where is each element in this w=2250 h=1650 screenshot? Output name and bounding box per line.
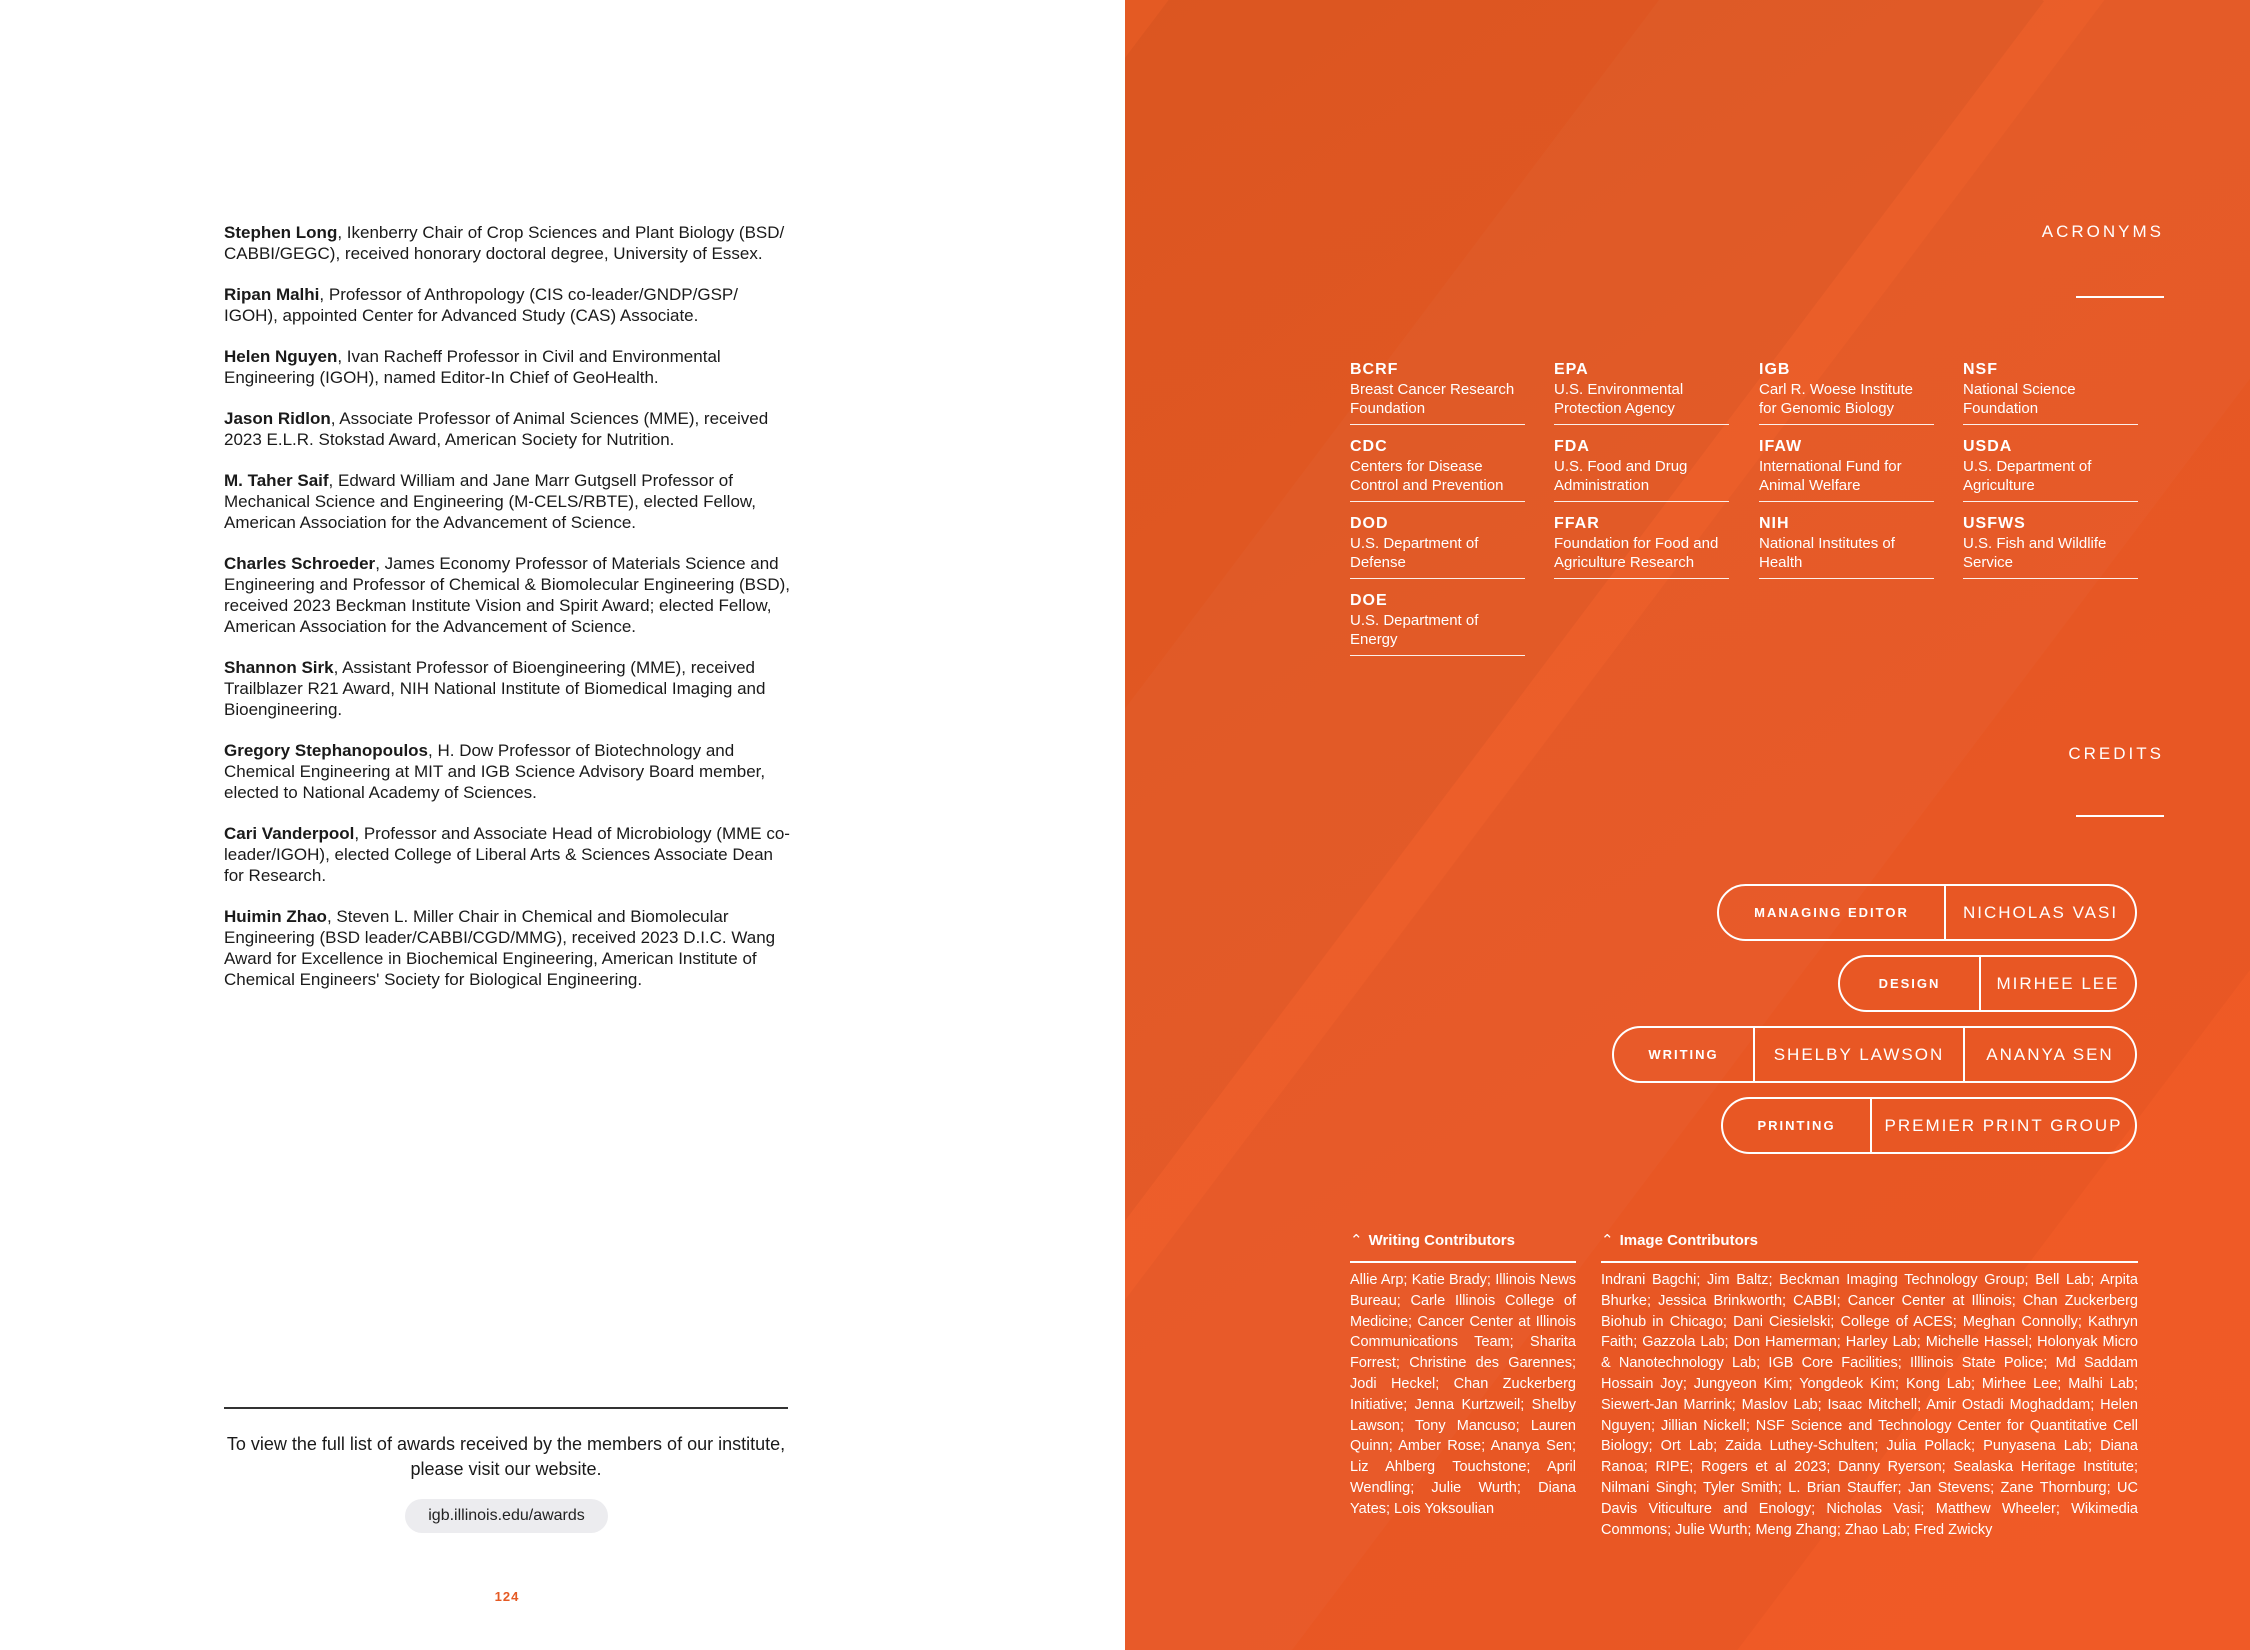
acronym-item: [1554, 512, 1729, 579]
acronym-item: [1350, 589, 1525, 656]
acronym-name: U.S. Fish and Wildlife Service: [1963, 535, 2107, 571]
credit-role: MANAGING EDITOR: [1754, 905, 1909, 920]
acronym-item: [1759, 512, 1934, 579]
acronym-abbr: IGB: [1759, 361, 1791, 378]
acronym-abbr: BCRF: [1350, 361, 1399, 378]
image-contributors-rule: [1601, 1261, 2138, 1263]
credit-design: [1838, 955, 2137, 1012]
credit-role: DESIGN: [1878, 976, 1941, 991]
credit-name: MIRHEE LEE: [1979, 957, 2135, 1010]
award-name: Helen Nguyen: [224, 347, 338, 366]
award-name: Shannon Sirk: [224, 658, 334, 677]
acronym-item: [1350, 358, 1525, 425]
award-name: Charles Schroeder: [224, 554, 376, 573]
award-name: Gregory Stephanopoulos: [224, 741, 429, 760]
writing-contributors-text: Allie Arp; Katie Brady; Illinois News Bureau; Carle Illinois College of Medicine; Cancer Center at Illinois Communications Team; Sharita Forrest; Christine des Garennes; Jodi Heckel; Chan Zuckerberg Initiative; Jenna Kurtzweil; Shelby Lawson; Tony Mancuso; Lauren Quinn; Amber Rose; Ananya Sen; Liz Ahlberg Touchstone; April Wendling; Julie Wurth; Diana Yates; Lois Yoksoulian: [1350, 1272, 1576, 1517]
image-contributors-heading: [1601, 1231, 1758, 1249]
writing-contributors-heading: [1350, 1231, 1515, 1249]
acronym-item: [1759, 358, 1934, 425]
award-entry: [224, 346, 790, 388]
acronym-column: [1759, 358, 1934, 589]
visit-website-text: To view the full list of awards received by the members of our institute, please visit our website.: [226, 1434, 786, 1479]
award-entry: [224, 906, 790, 990]
credit-name: PREMIER PRINT GROUP: [1870, 1099, 2135, 1152]
credits-rule: [2076, 815, 2164, 817]
acronym-abbr: DOD: [1350, 515, 1389, 532]
award-name: Cari Vanderpool: [224, 824, 355, 843]
credit-name: ANANYA SEN: [1963, 1028, 2135, 1081]
page-number: 124: [494, 1589, 520, 1604]
acronyms-rule: [2076, 296, 2164, 298]
acronym-name: Carl R. Woese Institute for Genomic Biology: [1759, 381, 1913, 417]
award-entry: [224, 408, 790, 450]
acronym-column: [1350, 358, 1525, 666]
acronym-abbr: USDA: [1963, 438, 2013, 455]
credit-writing: [1612, 1026, 2137, 1083]
award-entry: [224, 823, 790, 886]
divider-rule: [224, 1407, 788, 1409]
chevron-up-icon: ⌃: [1601, 1232, 1614, 1249]
chevron-up-icon: ⌃: [1350, 1232, 1363, 1249]
acronym-abbr: FFAR: [1554, 515, 1600, 532]
acronym-item: [1554, 358, 1729, 425]
award-text: , Assistant Professor of Bioengineering (MME), received Trailblazer R21 Award, NIH National Institute of Biomedical Imaging and Bioengineering.: [224, 658, 766, 719]
acronym-item: [1963, 512, 2138, 579]
credit-name: SHELBY LAWSON: [1753, 1028, 1963, 1081]
acronym-abbr: IFAW: [1759, 438, 1803, 455]
acronym-item: [1554, 435, 1729, 502]
award-entry: [224, 740, 790, 803]
award-text: , Professor and Associate Head of Microbiology (MME co-leader/IGOH), elected College of Liberal Arts & Sciences Associate Dean for Research.: [224, 824, 790, 885]
award-name: Huimin Zhao: [224, 907, 327, 926]
acronym-item: [1963, 435, 2138, 502]
acronym-abbr: EPA: [1554, 361, 1589, 378]
award-name: Stephen Long: [224, 223, 338, 242]
acronym-abbr: NSF: [1963, 361, 1998, 378]
award-text: , Associate Professor of Animal Sciences (MME), received 2023 E.L.R. Stokstad Award, American Society for Nutrition.: [224, 409, 769, 449]
right-page: [1125, 0, 2250, 1650]
acronym-column: [1554, 358, 1729, 589]
credit-role: WRITING: [1648, 1047, 1719, 1062]
awards-url-link[interactable]: igb.illinois.edu/awards: [405, 1499, 608, 1533]
writing-contributors-label: Writing Contributors: [1368, 1232, 1515, 1249]
writing-contributors-rule: [1350, 1261, 1576, 1263]
award-text: , Steven L. Miller Chair in Chemical and Biomolecular Engineering (BSD leader/CABBI/CGD/MMG), received 2023 D.I.C. Wang Award for Excellence in Biochemical Engineering, American Institute of Chemical Engineers' Society for Biological Engineering.: [224, 907, 776, 989]
credits-title: CREDITS: [2068, 744, 2164, 763]
acronym-name: Breast Cancer Research Foundation: [1350, 381, 1515, 417]
acronym-abbr: USFWS: [1963, 515, 2026, 532]
award-name: Jason Ridlon: [224, 409, 331, 428]
award-text: , Professor of Anthropology (CIS co-leader/GNDP/GSP/ IGOH), appointed Center for Advanced Study (CAS) Associate.: [224, 285, 738, 325]
credit-name: NICHOLAS VASI: [1944, 886, 2135, 939]
award-text: , Ivan Racheff Professor in Civil and Environmental Engineering (IGOH), named Editor-In Chief of GeoHealth.: [224, 347, 721, 387]
award-entry: [224, 657, 790, 720]
acronyms-title: ACRONYMS: [2041, 222, 2164, 241]
award-entry: [224, 284, 790, 326]
acronym-name: U.S. Department of Agriculture: [1963, 458, 2092, 494]
acronym-name: National Institutes of Health: [1759, 535, 1895, 571]
acronym-item: [1759, 435, 1934, 502]
acronym-name: International Fund for Animal Welfare: [1759, 458, 1902, 494]
acronym-item: [1350, 512, 1525, 579]
award-entry: [224, 470, 790, 533]
award-name: Ripan Malhi: [224, 285, 320, 304]
acronym-column: [1963, 358, 2138, 589]
acronym-name: U.S. Department of Defense: [1350, 535, 1479, 571]
award-entry: [224, 222, 790, 264]
acronym-item: [1963, 358, 2138, 425]
awards-list: [224, 222, 790, 1010]
award-entry: [224, 553, 790, 637]
acronym-name: Centers for Disease Control and Prevention: [1350, 458, 1504, 494]
award-text: , James Economy Professor of Materials Science and Engineering and Professor of Chemical & Biomolecular Engineering (BSD), received 2023 Beckman Institute Vision and Spirit Award; elected Fellow, American Association for the Advancement of Science.: [224, 554, 791, 636]
award-text: , Edward William and Jane Marr Gutgsell Professor of Mechanical Science and Engineering (M-CELS/RBTE), elected Fellow, American Association for the Advancement of Science.: [224, 471, 756, 532]
acronym-abbr: DOE: [1350, 592, 1388, 609]
award-text: , H. Dow Professor of Biotechnology and Chemical Engineering at MIT and IGB Science Advisory Board member, elected to National Academy of Sciences.: [224, 741, 766, 802]
image-contributors-text: Indrani Bagchi; Jim Baltz; Beckman Imaging Technology Group; Bell Lab; Arpita Bhurke; Jessica Brinkworth; CABBI; Cancer Center at Illinois; Chan Zuckerberg Biohub in Chicago; Dani Ciesielski; College of ACES; Meghan Connolly; Kathryn Faith; Gazzola Lab; Don Hamerman; Harley Lab; Michelle Hassel; Holonyak Micro & Nanotechnology Lab; IGB Core Facilities; Illlinois State Police; Md Saddam Hossain Joy; Jungyeon Kim; Yongdeok Kim; Kong Lab; Mirhee Lee; Malhi Lab; Siewert-Jan Marrink; Maslov Lab; Isaac Mitchell; Amir Ostadi Moghaddam; Helen Nguyen; Jillian Nickell; NSF Science and Technology Center for Quantitative Cell Biology; Ort Lab; Zaida Luthey-Schulten; Julia Pollack; Punyasena Lab; Diana Ranoa; RIPE; Rogers et al 2023; Danny Ryerson; Sealaska Heritage Institute; Nilmani Singh; Tyler Smith; L. Brian Stauffer; Jan Stevens; Zane Thornburg; UC Davis Viticulture and Enology; Nicholas Vasi; Matthew Wheeler; Wikimedia Commons; Julie Wurth; Meng Zhang; Zhao Lab; Fred Zwicky: [1601, 1272, 2138, 1538]
credit-role: PRINTING: [1757, 1118, 1836, 1133]
acronym-abbr: NIH: [1759, 515, 1790, 532]
acronym-name: U.S. Department of Energy: [1350, 612, 1479, 648]
credit-printing: [1721, 1097, 2137, 1154]
acronym-name: Foundation for Food and Agriculture Research: [1554, 535, 1719, 571]
image-contributors-label: Image Contributors: [1619, 1232, 1758, 1249]
credit-managing-editor: [1717, 884, 2137, 941]
acronym-name: U.S. Food and Drug Administration: [1554, 458, 1688, 494]
acronym-name: National Science Foundation: [1963, 381, 2076, 417]
acronym-name: U.S. Environmental Protection Agency: [1554, 381, 1684, 417]
award-text: , Ikenberry Chair of Crop Sciences and Plant Biology (BSD/ CABBI/GEGC), received honorary doctoral degree, University of Essex.: [224, 223, 785, 263]
award-name: M. Taher Saif: [224, 471, 329, 490]
acronym-abbr: CDC: [1350, 438, 1388, 455]
acronym-abbr: FDA: [1554, 438, 1590, 455]
acronym-item: [1350, 435, 1525, 502]
